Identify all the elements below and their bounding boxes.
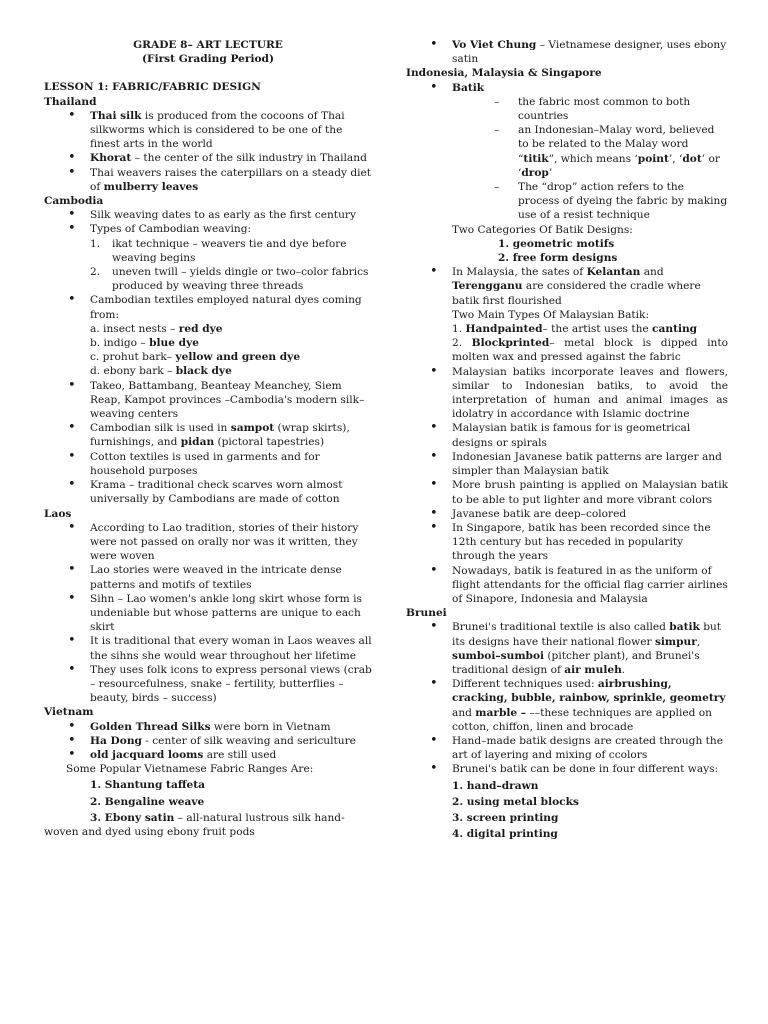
- text: Brunei's traditional textile is also called: [452, 621, 670, 634]
- text: (wrap skirts), furnishings, and: [90, 422, 350, 449]
- left-column: [44, 38, 372, 839]
- list-item: • Takeo, Battambang, Beanteay Meanchey, Siem Reap, Kampot provinces –Cambodia's modern silk–weaving centers: [90, 379, 372, 422]
- range-item: 1. Shantung taffeta: [90, 779, 206, 792]
- term: drop: [521, 166, 549, 179]
- text: (pictoral tapestries): [214, 436, 325, 449]
- term: pidan: [180, 436, 215, 449]
- list-item: • Indonesian Javanese batik patterns are larger and simpler than Malaysian batik: [452, 450, 728, 478]
- text: ’, ‘: [668, 152, 683, 165]
- list-item: [452, 81, 728, 266]
- term: yellow and green dye: [175, 351, 301, 364]
- list-item: • Sihn – Lao women's ankle long skirt whose form is undeniable but whose patterns are unique to each skirt: [90, 592, 372, 635]
- text: the fabric most common to both countries: [518, 95, 691, 123]
- method-item: 3. screen printing: [452, 811, 559, 824]
- text: ”, which means ‘: [548, 152, 638, 165]
- term: 3. Ebony satin: [90, 811, 175, 824]
- lesson-title: LESSON 1: FABRIC/FABRIC DESIGN: [44, 81, 261, 94]
- text: ,: [696, 635, 701, 648]
- text: d. ebony bark –: [90, 365, 176, 378]
- text: – all-natural lustrous silk hand-woven and dyed using ebony fruit pods: [44, 811, 345, 838]
- term: Blockprinted: [471, 337, 550, 350]
- term: Kelantan: [586, 266, 641, 279]
- category-item: 1. geometric motifs: [498, 237, 615, 250]
- term: Vo Viet Chung: [452, 39, 537, 51]
- text: ikat technique – weavers tie and dye before weaving begins: [112, 237, 347, 264]
- term: air muleh: [564, 663, 622, 676]
- text: a. insect nests –: [90, 322, 179, 335]
- list-item: • In Singapore, batik has been recorded since the 12th century but has receded in popularity through the years: [452, 521, 728, 564]
- list-item: [90, 720, 372, 734]
- section-heading-cambodia: Cambodia: [44, 195, 104, 208]
- section-heading-brunei: Brunei: [406, 607, 447, 620]
- page-title: GRADE 8– ART LECTURE: [133, 39, 283, 51]
- text: are considered the cradle where batik first flourished: [452, 280, 701, 307]
- term: marble –: [475, 706, 527, 719]
- term: black dye: [175, 365, 232, 378]
- grading-period: (First Grading Period): [142, 53, 274, 66]
- text: 1.: [452, 323, 466, 336]
- section-heading-vietnam: Vietnam: [44, 706, 94, 719]
- method-item: 2. using metal blocks: [452, 795, 579, 808]
- term: batik: [669, 621, 700, 634]
- dash-marker: –: [494, 181, 500, 194]
- numbered-item: [90, 265, 372, 293]
- list-item: [452, 677, 728, 734]
- type-item: [452, 336, 728, 364]
- term: Batik: [452, 81, 485, 94]
- term: sumboi–sumboi: [452, 649, 545, 662]
- term: sampot: [230, 422, 275, 435]
- dash-item: [494, 123, 728, 180]
- term: red dye: [178, 322, 223, 335]
- list-item: [452, 620, 728, 677]
- dash-marker: –: [494, 124, 500, 137]
- category-item: 2. free form designs: [498, 252, 618, 265]
- method-item: 4. digital printing: [452, 828, 558, 841]
- text: c. prohut bark–: [90, 351, 176, 364]
- term: simpur: [654, 635, 697, 648]
- text: are still used: [203, 748, 277, 761]
- term: Thai silk: [90, 109, 142, 122]
- range-item: 2. Bengaline weave: [90, 795, 205, 808]
- batik-details: [452, 95, 728, 223]
- text: 2.: [452, 337, 472, 350]
- list-item: • Malaysian batiks incorporate leaves and flowers, similar to Indonesian batiks, to avoid the interpretation of human and animal images as idolatry in accordance with Islamic doctrine: [452, 365, 728, 422]
- text: ’ or ‘: [518, 152, 720, 179]
- term: point: [637, 152, 669, 165]
- list-item: • Malaysian batik is famous for is geometrical designs or spirals: [452, 421, 728, 449]
- list-item: • Javanese batik are deep–colored: [452, 507, 728, 521]
- list-item: • They uses folk icons to express personal views (crab – resourcefulness, snake – fertility, butterflies – beauty, birds – success): [90, 663, 372, 706]
- categories-intro: Two Categories Of Batik Designs:: [452, 223, 633, 236]
- term: Handpainted: [465, 323, 543, 336]
- text: Thai weavers raises the caterpillars on a steady diet of: [90, 166, 372, 193]
- section-heading-indonesia-malaysia-singapore: Indonesia, Malaysia & Singapore: [406, 67, 602, 80]
- laos-list: [44, 521, 372, 706]
- text: - center of silk weaving and sericulture: [141, 734, 356, 747]
- text: is produced from the cocoons of Thai silkworms which is considered to be one of the finest arts in the world: [90, 109, 345, 151]
- term: airbrushing, cracking, bubble, rainbow, sprinkle, geometry: [452, 678, 726, 705]
- brunei-list: [406, 620, 728, 841]
- term: canting: [652, 323, 698, 336]
- dash-item: [494, 180, 728, 223]
- dash-marker: –: [494, 95, 500, 108]
- dye-line: [90, 364, 372, 378]
- text: Cambodian textiles employed natural dyes coming from:: [90, 294, 362, 321]
- ims-list: [406, 81, 728, 607]
- text: ––these techniques are applied on cotton, chiffon, linen and brocade: [452, 706, 712, 733]
- text: b. indigo –: [90, 337, 150, 350]
- term: old jacquard looms: [90, 748, 204, 761]
- section-heading-thailand: Thailand: [44, 95, 97, 108]
- right-column: [406, 38, 728, 841]
- text: In Malaysia, the sates of: [452, 266, 587, 279]
- term: Golden Thread Silks: [90, 720, 211, 733]
- list-item: • Nowadays, batik is featured in as the uniform of flight attendants for the official flag carrier airlines of Sinapore, Indonesia and Malaysia: [452, 564, 728, 607]
- list-item: • Lao stories were weaved in the intricate dense patterns and motifs of textiles: [90, 563, 372, 591]
- list-item: [90, 151, 372, 165]
- list-item: [90, 166, 372, 194]
- term: Terengganu: [452, 280, 523, 293]
- text: – the center of the silk industry in Thailand: [131, 152, 367, 165]
- text: and: [452, 706, 476, 719]
- dash-item: [494, 95, 728, 123]
- list-item: • It is traditional that every woman in Laos weaves all the sihns she would wear throughout her lifetime: [90, 634, 372, 662]
- text: were born in Vietnam: [210, 720, 331, 733]
- text: and: [640, 266, 664, 279]
- text: Brunei's batik can be done in four different ways:: [452, 763, 719, 776]
- vietnam-list: [44, 720, 372, 763]
- term: Khorat: [90, 152, 132, 165]
- list-item: • More brush painting is applied on Malaysian batik to be able to put lighter and more vibrant colors: [452, 478, 728, 506]
- cambodia-list: [44, 208, 372, 506]
- number: 1.: [90, 237, 101, 250]
- list-item: • According to Lao tradition, stories of their history were not passed on orally nor was it written, they were woven: [90, 521, 372, 564]
- text: – Vietnamese designer, uses ebony satin: [452, 39, 727, 66]
- method-item: 1. hand–drawn: [452, 779, 539, 792]
- term: blue dye: [149, 337, 199, 350]
- list-item: • Cotton textiles is used in garments and for household purposes: [90, 450, 372, 478]
- term: mulberry leaves: [103, 180, 199, 193]
- dye-line: [90, 350, 372, 364]
- weaving-types: [90, 237, 372, 294]
- list-item: • Krama – traditional check scarves worn almost universally by Cambodians are made of cotton: [90, 478, 372, 506]
- text: (pitcher plant), and Brunei's traditional design of: [452, 649, 700, 676]
- list-item: [90, 748, 372, 762]
- ranges-intro: Some Popular Vietnamese Fabric Ranges Are:: [66, 763, 314, 776]
- dye-line: [90, 336, 372, 350]
- dye-line: [90, 322, 372, 336]
- text: but its designs have their national flower: [452, 621, 722, 648]
- list-item: [90, 421, 372, 449]
- text: Cambodian silk is used in: [90, 422, 231, 435]
- list-item: [90, 222, 372, 293]
- list-item: [90, 109, 372, 152]
- section-heading-laos: Laos: [44, 507, 72, 520]
- list-item: [452, 762, 728, 841]
- term: titik: [523, 152, 549, 165]
- text: – metal block is dipped into molten wax and pressed against the fabric: [452, 337, 728, 364]
- numbered-item: [90, 237, 372, 265]
- text: an Indonesian–Malay word, believed to be related to the Malay word “: [518, 124, 715, 165]
- spacer: [44, 66, 372, 80]
- list-item: • Silk weaving dates to as early as the first century: [90, 208, 372, 222]
- list-item: [90, 734, 372, 748]
- types-intro: Two Main Types Of Malaysian Batik:: [452, 308, 650, 321]
- vietnam-list-continued: [406, 38, 728, 66]
- list-item: [90, 293, 372, 378]
- text: uneven twill – yields dingle or two–color fabrics produced by weaving three threads: [112, 266, 369, 293]
- number: 2.: [90, 266, 101, 279]
- type-item: [452, 322, 728, 336]
- text: Types of Cambodian weaving:: [90, 223, 252, 236]
- text: – the artist uses the: [542, 323, 653, 336]
- text: ’: [548, 166, 553, 179]
- text: Different techniques used:: [452, 678, 598, 691]
- list-item: [452, 265, 728, 364]
- text: .: [621, 663, 626, 676]
- term: Ha Dong: [90, 734, 142, 747]
- text: The “drop” action refers to the process of dyeing the fabric by making use of a resist technique: [518, 181, 728, 222]
- range-item: [44, 811, 372, 839]
- thailand-list: [44, 109, 372, 194]
- term: dot: [682, 152, 702, 165]
- list-item: [452, 38, 728, 66]
- list-item: • Hand–made batik designs are created through the art of layering and mixing of ccolors: [452, 734, 728, 762]
